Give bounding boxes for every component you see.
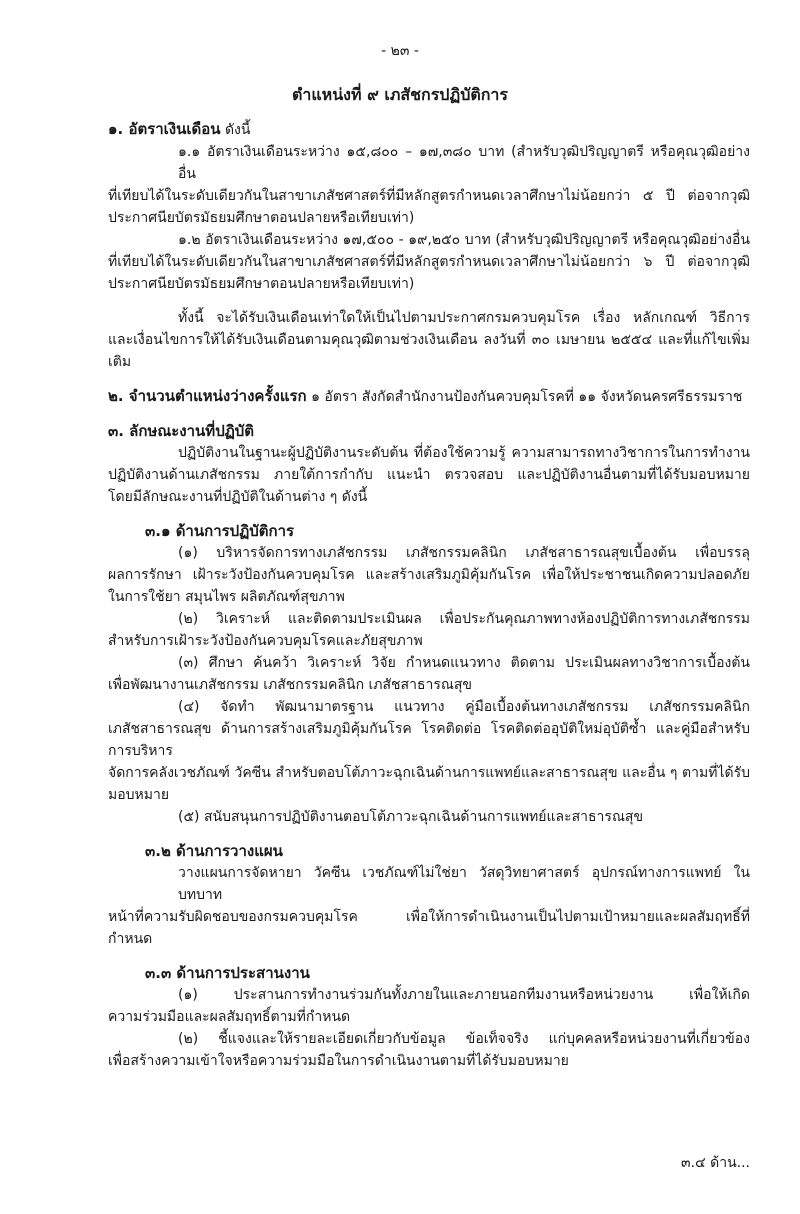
task-line: ในการใช้ยา สมุนไพร ผลิตภัณฑ์สุขภาพ	[108, 589, 345, 605]
section-2-title: ๒. จำนวนตำแหน่งว่างครั้งแรก	[108, 387, 307, 405]
section-3-intro-line: ปฏิบัติงานด้านเภสัชกรรม ภายใต้การกำกับ แนะนำ ตรวจสอบ และปฏิบัติงานอื่นตามที่ได้รับมอบหมาย	[108, 467, 750, 483]
salary-1-2-line: ที่เทียบได้ในระดับเดียวกันในสาขาเภสัชศาสตร์ที่มีหลักสูตรกำหนดเวลาศึกษาไม่น้อยกว่า ๖ ปี ต่อจากวุฒิ	[108, 254, 750, 270]
section-1-title-rest: ดังนี้	[220, 122, 251, 138]
section-3-intro-line: ปฏิบัติงานในฐานะผู้ปฏิบัติงานระดับต้น ที่ต้องใช้ความรู้ ความสามารถทางวิชาการในการทำงาน	[178, 445, 750, 461]
task-line: (๒) วิเคราะห์ และติดตามประเมินผล เพื่อประกันคุณภาพทางห้องปฏิบัติการทางเภสัชกรรม	[178, 611, 750, 627]
salary-1-1-line: ที่เทียบได้ในระดับเดียวกันในสาขาเภสัชศาสตร์ที่มีหลักสูตรกำหนดเวลาศึกษาไม่น้อยกว่า ๕ ปี ต่อจากวุฒิ	[108, 188, 750, 204]
section-1-heading	[108, 118, 750, 141]
coordination-line: (๑) ประสานการทำงานร่วมกันทั้งภายในและภายนอกทีมงานหรือหน่วยงาน เพื่อให้เกิด	[178, 987, 750, 1003]
task-line: จัดการคลังเวชภัณฑ์ วัคซีน สำหรับตอบโต้ภาวะฉุกเฉินด้านการแพทย์และสาธารณสุข และอื่น ๆ ตามที่ได้รับมอบหมาย	[108, 765, 750, 803]
coordination-line: (๒) ชี้แจงและให้รายละเอียดเกี่ยวกับข้อมูล ข้อเท็จจริง แก่บุคคลหรือหน่วยงานที่เกี่ยวข้อง	[178, 1031, 750, 1047]
task-line: สำหรับการเฝ้าระวังป้องกันควบคุมโรคและภัยสุขภาพ	[108, 633, 423, 649]
continuation-marker: ๓.๔ ด้าน...	[681, 1155, 750, 1171]
page-number: - ๒๓ -	[381, 43, 419, 59]
planning-line: วางแผนการจัดหายา วัคซีน เวชภัณฑ์ไม่ใช่ยา วัสดุวิทยาศาสตร์ อุปกรณ์ทางการแพทย์ ในบทบาท	[178, 865, 750, 903]
section-3-heading: ๓. ลักษณะงานที่ปฏิบัติ	[108, 422, 255, 440]
salary-1-2-line: ประกาศนียบัตรมัธยมศึกษาตอนปลายหรือเทียบเท่า)	[108, 276, 415, 292]
coordination-line: ความร่วมมือและผลสัมฤทธิ์ตามที่กำหนด	[108, 1009, 351, 1025]
salary-1-1-line: ประกาศนียบัตรมัธยมศึกษาตอนปลายหรือเทียบเท่า)	[108, 210, 415, 226]
coordination-line: เพื่อสร้างความเข้าใจหรือความร่วมมือในการดำเนินงานตามที่ได้รับมอบหมาย	[108, 1053, 569, 1069]
task-line: เภสัชสาธารณสุข ด้านการสร้างเสริมภูมิคุ้มกันโรค โรคติดต่อ โรคติดต่ออุบัติใหม่อุบัติซ้ำ และคู่มือสำหรับการบริหาร	[108, 721, 750, 759]
section-2-detail: ๑ อัตรา สังกัดสำนักงานป้องกันควบคุมโรคที่ ๑๑ จังหวัดนครศรีธรรมราช	[306, 389, 743, 405]
task-line: ผลการรักษา เฝ้าระวังป้องกันควบคุมโรค และสร้างเสริมภูมิคุ้มกันโรค เพื่อให้ประชาชนเกิดความปลอดภัย	[108, 567, 750, 583]
section-3-intro-line: โดยมีลักษณะงานที่ปฏิบัติในด้านต่าง ๆ ดังนี้	[108, 489, 368, 505]
section-1-title: ๑. อัตราเงินเดือน	[108, 120, 221, 138]
salary-note-line: และเงื่อนไขการให้ได้รับเงินเดือนตามคุณวุฒิตามช่วงเงินเดือน ลงวันที่ ๓๐ เมษายน ๒๕๕๔ และที่แก้ไขเพิ่มเติม	[108, 332, 750, 370]
task-line: (๑) บริหารจัดการทางเภสัชกรรม เภสัชกรรมคลินิก เภสัชสาธารณสุขเบื้องต้น เพื่อบรรลุ	[178, 545, 750, 561]
page-title: ตำแหน่งที่ ๙ เภสัชกรปฏิบัติการ	[291, 85, 509, 104]
salary-1-2-line: ๑.๒ อัตราเงินเดือนระหว่าง ๑๗,๕๐๐ - ๑๙,๒๕๐ บาท (สำหรับวุฒิปริญญาตรี หรือคุณวุฒิอย่างอื่น	[178, 232, 750, 248]
task-line: (๔) จัดทำ พัฒนามาตรฐาน แนวทาง คู่มือเบื้องต้นทางเภสัชกรรม เภสัชกรรมคลินิก	[178, 699, 750, 715]
section-3-1-heading: ๓.๑ ด้านการปฏิบัติการ	[145, 522, 295, 540]
task-line: เพื่อพัฒนางานเภสัชกรรม เภสัชกรรมคลินิก เภสัชสาธารณสุข	[108, 677, 472, 693]
task-line: (๓) ศึกษา ค้นคว้า วิเคราะห์ วิจัย กำหนดแนวทาง ติดตาม ประเมินผลทางวิชาการเบื้องต้น	[178, 655, 750, 671]
salary-note-line: ทั้งนี้ จะได้รับเงินเดือนเท่าใดให้เป็นไปตามประกาศกรมควบคุมโรค เรื่อง หลักเกณฑ์ วิธีการ	[178, 310, 750, 326]
section-2-heading	[108, 385, 750, 408]
planning-line: หน้าที่ความรับผิดชอบของกรมควบคุมโรค เพื่อให้การดำเนินงานเป็นไปตามเป้าหมายและผลสัมฤทธิ์ที่กำหนด	[108, 909, 750, 947]
section-3-3-heading: ๓.๓ ด้านการประสานงาน	[145, 964, 310, 982]
task-line: (๕) สนับสนุนการปฏิบัติงานตอบโต้ภาวะฉุกเฉินด้านการแพทย์และสาธารณสุข	[178, 809, 644, 825]
salary-1-1-line: ๑.๑ อัตราเงินเดือนระหว่าง ๑๕,๘๐๐ – ๑๗,๓๘๐ บาท (สำหรับวุฒิปริญญาตรี หรือคุณวุฒิอย่างอื่น	[178, 144, 750, 182]
section-3-2-heading: ๓.๒ ด้านการวางแผน	[145, 842, 283, 860]
